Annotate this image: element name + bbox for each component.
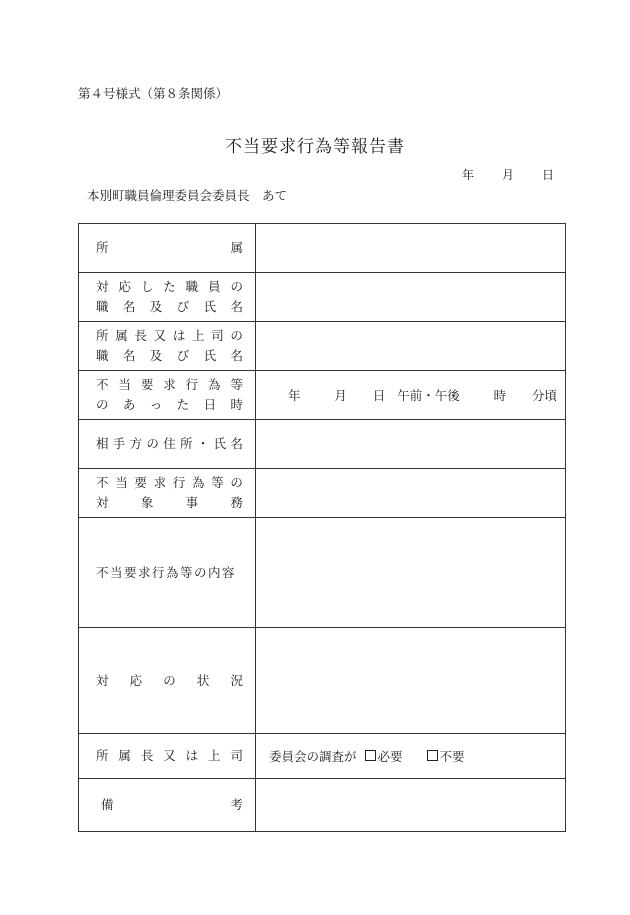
- label-char: 所: [96, 240, 109, 255]
- option-required-label: 必要: [377, 749, 403, 764]
- row-target-business: [79, 469, 566, 518]
- label-char: 状: [196, 672, 210, 688]
- label-char: た: [176, 397, 190, 412]
- label-char: 応: [129, 672, 143, 688]
- label-char: 及: [149, 299, 163, 314]
- label-char: 氏: [213, 436, 227, 451]
- addressee: 本別町職員倫理委員会委員長 あて: [87, 188, 288, 203]
- label-char: 職: [96, 299, 109, 314]
- label-text: 不当要求行為等の内容: [96, 564, 237, 580]
- label-supervisor-opinion: [79, 734, 256, 779]
- field-counterpart[interactable]: [256, 420, 566, 469]
- label-char: 日: [203, 397, 217, 412]
- label-char: 上: [208, 748, 221, 763]
- label-char: 事: [185, 495, 199, 510]
- label-char: 不: [96, 377, 109, 392]
- field-supervisor-opinion: [256, 734, 566, 779]
- field-incident-content[interactable]: [256, 518, 566, 628]
- label-remarks: [79, 779, 256, 832]
- label-char: 要: [140, 377, 154, 392]
- label-char: 対: [96, 279, 109, 294]
- date-line: [462, 166, 554, 183]
- label-char: 当: [115, 475, 128, 490]
- label-char: 対: [96, 495, 109, 510]
- datetime-year-label: 年: [288, 388, 301, 403]
- label-char: 員: [208, 279, 221, 294]
- label-char: 等: [230, 377, 243, 392]
- label-char: 名: [230, 348, 243, 363]
- label-char: 相: [96, 436, 109, 451]
- label-char: 象: [140, 495, 154, 510]
- label-char: 務: [230, 495, 243, 510]
- datetime-day-label: 日: [372, 388, 386, 403]
- label-char: 為: [208, 377, 221, 392]
- field-incident-datetime[interactable]: [256, 371, 566, 420]
- datetime-month-label: 月: [334, 388, 347, 403]
- row-remarks: [79, 779, 566, 832]
- label-char: 司: [230, 748, 243, 763]
- survey-prefix: 委員会の調査が: [269, 749, 357, 764]
- label-char: の: [146, 436, 159, 451]
- form-number: 第４号様式（第８条関係）: [78, 86, 229, 101]
- label-counterpart: [79, 420, 256, 469]
- label-char: あ: [122, 397, 136, 412]
- label-incident-datetime: [79, 371, 256, 420]
- label-char: 氏: [203, 299, 217, 314]
- label-char: 時: [230, 397, 243, 412]
- label-char: 上: [192, 328, 205, 343]
- label-target-business: [79, 469, 256, 518]
- row-responding-staff: [79, 273, 566, 322]
- label-char: の: [163, 672, 176, 688]
- label-incident-content: [79, 518, 256, 628]
- row-supervisor-opinion: [79, 734, 566, 779]
- label-char: 住: [163, 436, 176, 451]
- label-char: は: [172, 328, 186, 343]
- row-counterpart: [79, 420, 566, 469]
- label-char: 要: [134, 475, 147, 490]
- label-char: 属: [118, 748, 131, 763]
- label-char: 及: [149, 348, 163, 363]
- label-char: 況: [230, 672, 243, 688]
- label-char: 応: [118, 279, 131, 294]
- label-char: 等: [211, 475, 224, 490]
- label-response-status: [79, 628, 256, 734]
- datetime-ampm-label: 午前・午後: [397, 388, 460, 403]
- label-char: た: [163, 279, 176, 294]
- row-incident-datetime: [79, 371, 566, 420]
- label-char: び: [176, 299, 190, 314]
- label-char: 名: [230, 436, 243, 451]
- label-char: 所: [96, 328, 109, 343]
- row-incident-content: [79, 518, 566, 628]
- label-char: 行: [185, 377, 199, 392]
- label-char: 属: [230, 240, 243, 255]
- label-char: 行: [172, 475, 186, 490]
- label-char: 名: [230, 299, 243, 314]
- field-response-status[interactable]: [256, 628, 566, 734]
- label-affiliation: [79, 224, 256, 273]
- field-supervisor[interactable]: [256, 322, 566, 371]
- datetime-hour-label: 時: [493, 388, 507, 403]
- document-title: 不当要求行為等報告書: [225, 137, 405, 157]
- label-char: 職: [185, 279, 199, 294]
- label-char: の: [230, 328, 243, 343]
- label-char: ・: [196, 436, 210, 451]
- label-supervisor: [79, 322, 256, 371]
- label-char: 手: [112, 436, 126, 451]
- report-form-table: [78, 223, 566, 832]
- label-char: し: [140, 279, 154, 294]
- label-char: の: [230, 475, 243, 490]
- label-char: 名: [122, 348, 136, 363]
- label-char: 又: [163, 748, 176, 763]
- label-char: 対: [96, 672, 109, 688]
- datetime-minute-label: 分頃: [532, 388, 558, 403]
- label-char: 長: [134, 328, 147, 343]
- row-affiliation: [79, 224, 566, 273]
- label-char: 司: [211, 328, 224, 343]
- date-year-label: 年: [462, 168, 475, 182]
- label-char: 所: [96, 748, 109, 763]
- label-char: び: [176, 348, 190, 363]
- field-responding-staff[interactable]: [256, 273, 566, 322]
- label-responding-staff: [79, 273, 256, 322]
- label-char: 考: [230, 797, 243, 812]
- label-char: 求: [163, 377, 176, 392]
- date-month-label: 月: [502, 168, 515, 182]
- label-char: っ: [149, 397, 163, 412]
- row-supervisor: [79, 322, 566, 371]
- field-target-business[interactable]: [256, 469, 566, 518]
- date-day-label: 日: [542, 168, 555, 182]
- label-char: 所: [179, 436, 193, 451]
- label-char: 職: [96, 348, 109, 363]
- label-char: 氏: [203, 348, 217, 363]
- field-remarks[interactable]: [256, 779, 566, 832]
- label-char: は: [185, 748, 199, 763]
- label-char: 当: [118, 377, 131, 392]
- label-char: 名: [122, 299, 136, 314]
- option-not-required-label: 不要: [439, 749, 465, 764]
- checkbox-not-required[interactable]: [427, 750, 438, 761]
- label-char: の: [230, 279, 243, 294]
- label-char: 又: [153, 328, 167, 343]
- field-affiliation[interactable]: [256, 224, 566, 273]
- label-char: 為: [192, 475, 205, 490]
- label-char: の: [96, 397, 109, 412]
- label-char: 長: [140, 748, 154, 763]
- label-char: 属: [115, 328, 128, 343]
- row-response-status: [79, 628, 566, 734]
- label-char: 不: [96, 475, 109, 490]
- label-char: 求: [153, 475, 167, 490]
- label-char: 備: [101, 797, 114, 812]
- label-char: 方: [129, 436, 143, 451]
- checkbox-required[interactable]: [365, 750, 376, 761]
